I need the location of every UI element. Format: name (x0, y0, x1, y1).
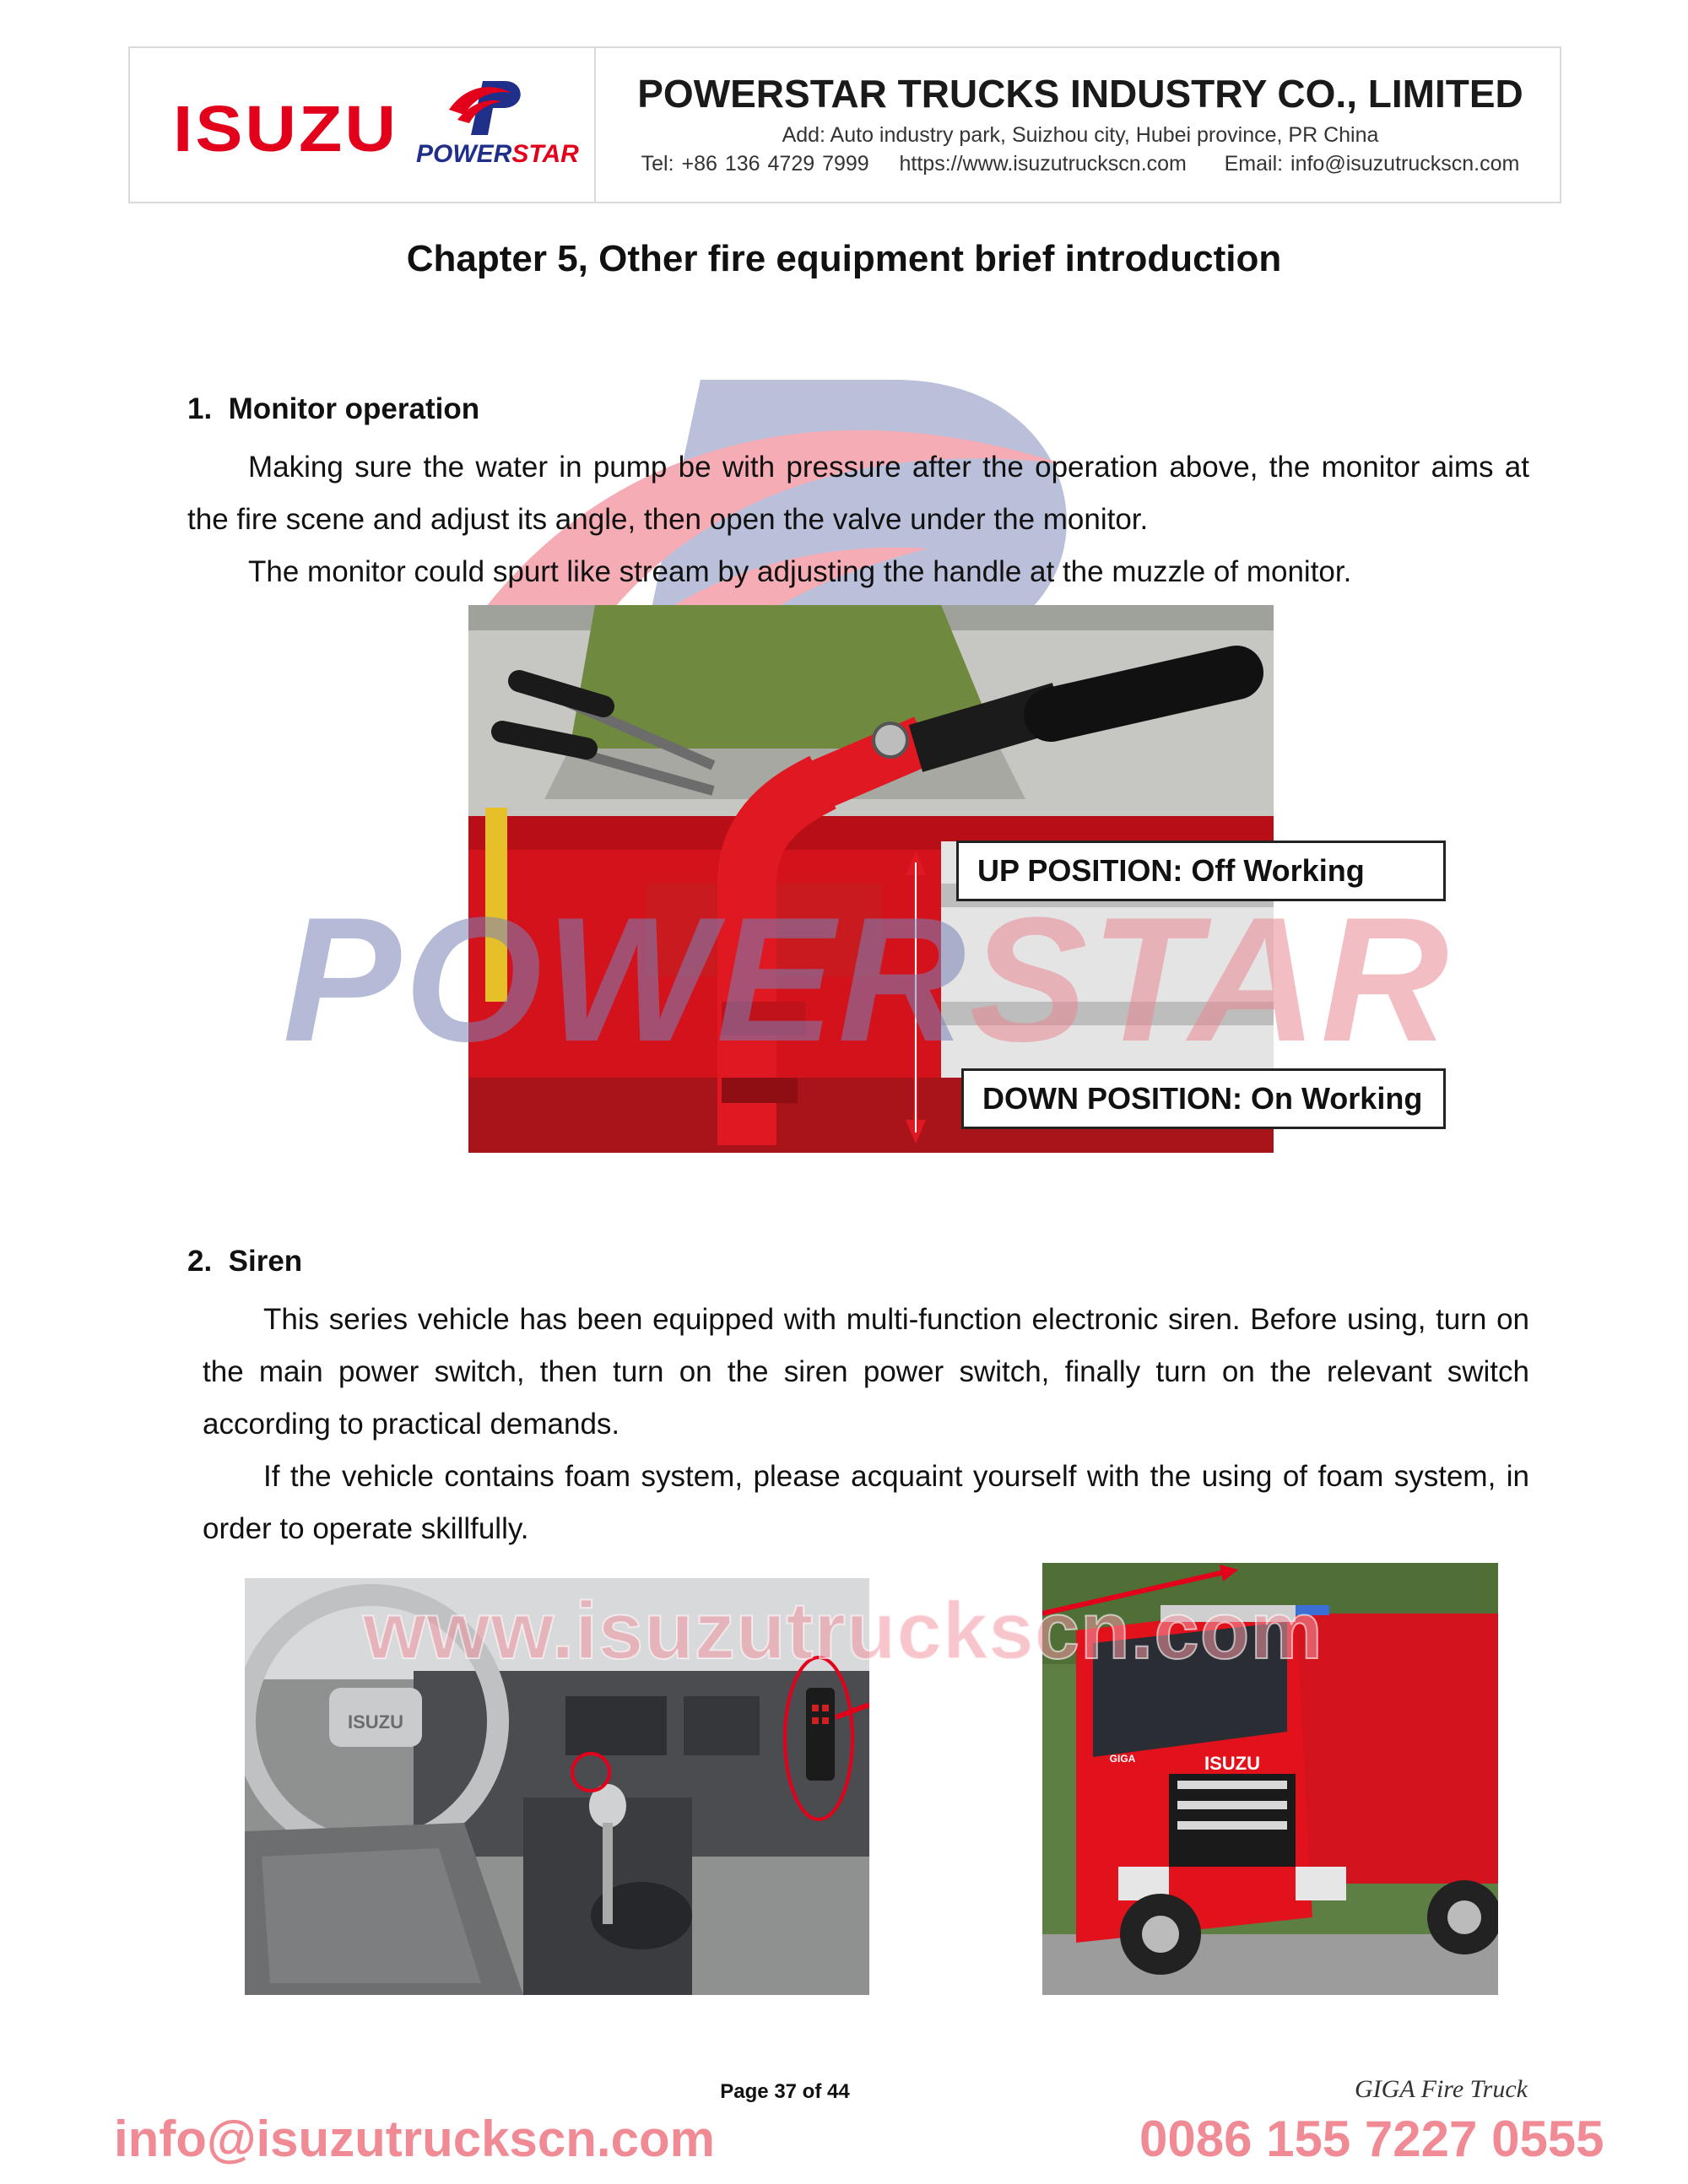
company-tel: Tel: +86 136 4729 7999 (641, 152, 869, 176)
footer-model: GIGA Fire Truck (1355, 2075, 1528, 2103)
company-website[interactable]: https://www.isuzutruckscn.com (899, 152, 1187, 176)
page-number: Page 37 of 44 (720, 2080, 850, 2103)
company-contact (625, 152, 1536, 176)
grille-badge: ISUZU (1204, 1753, 1260, 1774)
company-email[interactable]: Email: info@isuzutruckscn.com (1224, 152, 1520, 176)
section1-heading (187, 392, 479, 426)
isuzu-logo: ISUZU (173, 91, 398, 165)
powerstar-watermark-star: STAR (969, 880, 1453, 1078)
powerstar-watermark-wer: WER (545, 880, 970, 1078)
chapter-title: Chapter 5, Other fire equipment brief introduction (406, 238, 1282, 279)
section1-number: 1. (187, 392, 213, 425)
section2-paragraph-1: This series vehicle has been equipped with multi-function electronic siren. Before using, turn on the main power switch, then turn on the siren power switch, finally turn on the relevant switch according to practical demands. (203, 1303, 1529, 1441)
section2-paragraph-2: If the vehicle contains foam system, please acquaint yourself with the using of foam system, in order to operate skillfully. (203, 1460, 1529, 1545)
powerstar-emblem-icon (446, 73, 530, 138)
website-watermark: www.isuzutruckscn.com (363, 1586, 1323, 1676)
down-position-label: DOWN POSITION: On Working (961, 1068, 1446, 1129)
section1-title: Monitor operation (228, 392, 480, 425)
footer-email[interactable]: info@isuzutruckscn.com (114, 2111, 715, 2167)
powerstar-watermark (283, 878, 1452, 1082)
section2-number: 2. (187, 1245, 213, 1278)
footer-phone[interactable]: 0086 155 7227 0555 (1139, 2111, 1604, 2167)
powerstar-wordmark-star: STAR (511, 140, 579, 168)
powerstar-wordmark-power: POWER (416, 140, 512, 168)
powerstar-watermark-po: PO (283, 880, 546, 1078)
company-name: POWERSTAR TRUCKS INDUSTRY CO., LIMITED (637, 72, 1523, 116)
section1-paragraph-2: The monitor could spurt like stream by adjusting the handle at the muzzle of monitor. (248, 555, 1352, 588)
company-address: Add: Auto industry park, Suizhou city, Hubei province, PR China (782, 123, 1379, 147)
section1-paragraph-1: Making sure the water in pump be with pressure after the operation above, the monitor aims at the fire scene and adjust its angle, then open the valve under the monitor. (187, 451, 1529, 536)
header-divider (594, 48, 596, 202)
section2-title: Siren (228, 1245, 303, 1278)
side-badge: GIGA (1109, 1753, 1136, 1765)
section2-heading (187, 1245, 302, 1279)
powerstar-wordmark (416, 140, 579, 169)
up-position-label: UP POSITION: Off Working (956, 841, 1446, 901)
steering-badge: ISUZU (348, 1711, 403, 1733)
